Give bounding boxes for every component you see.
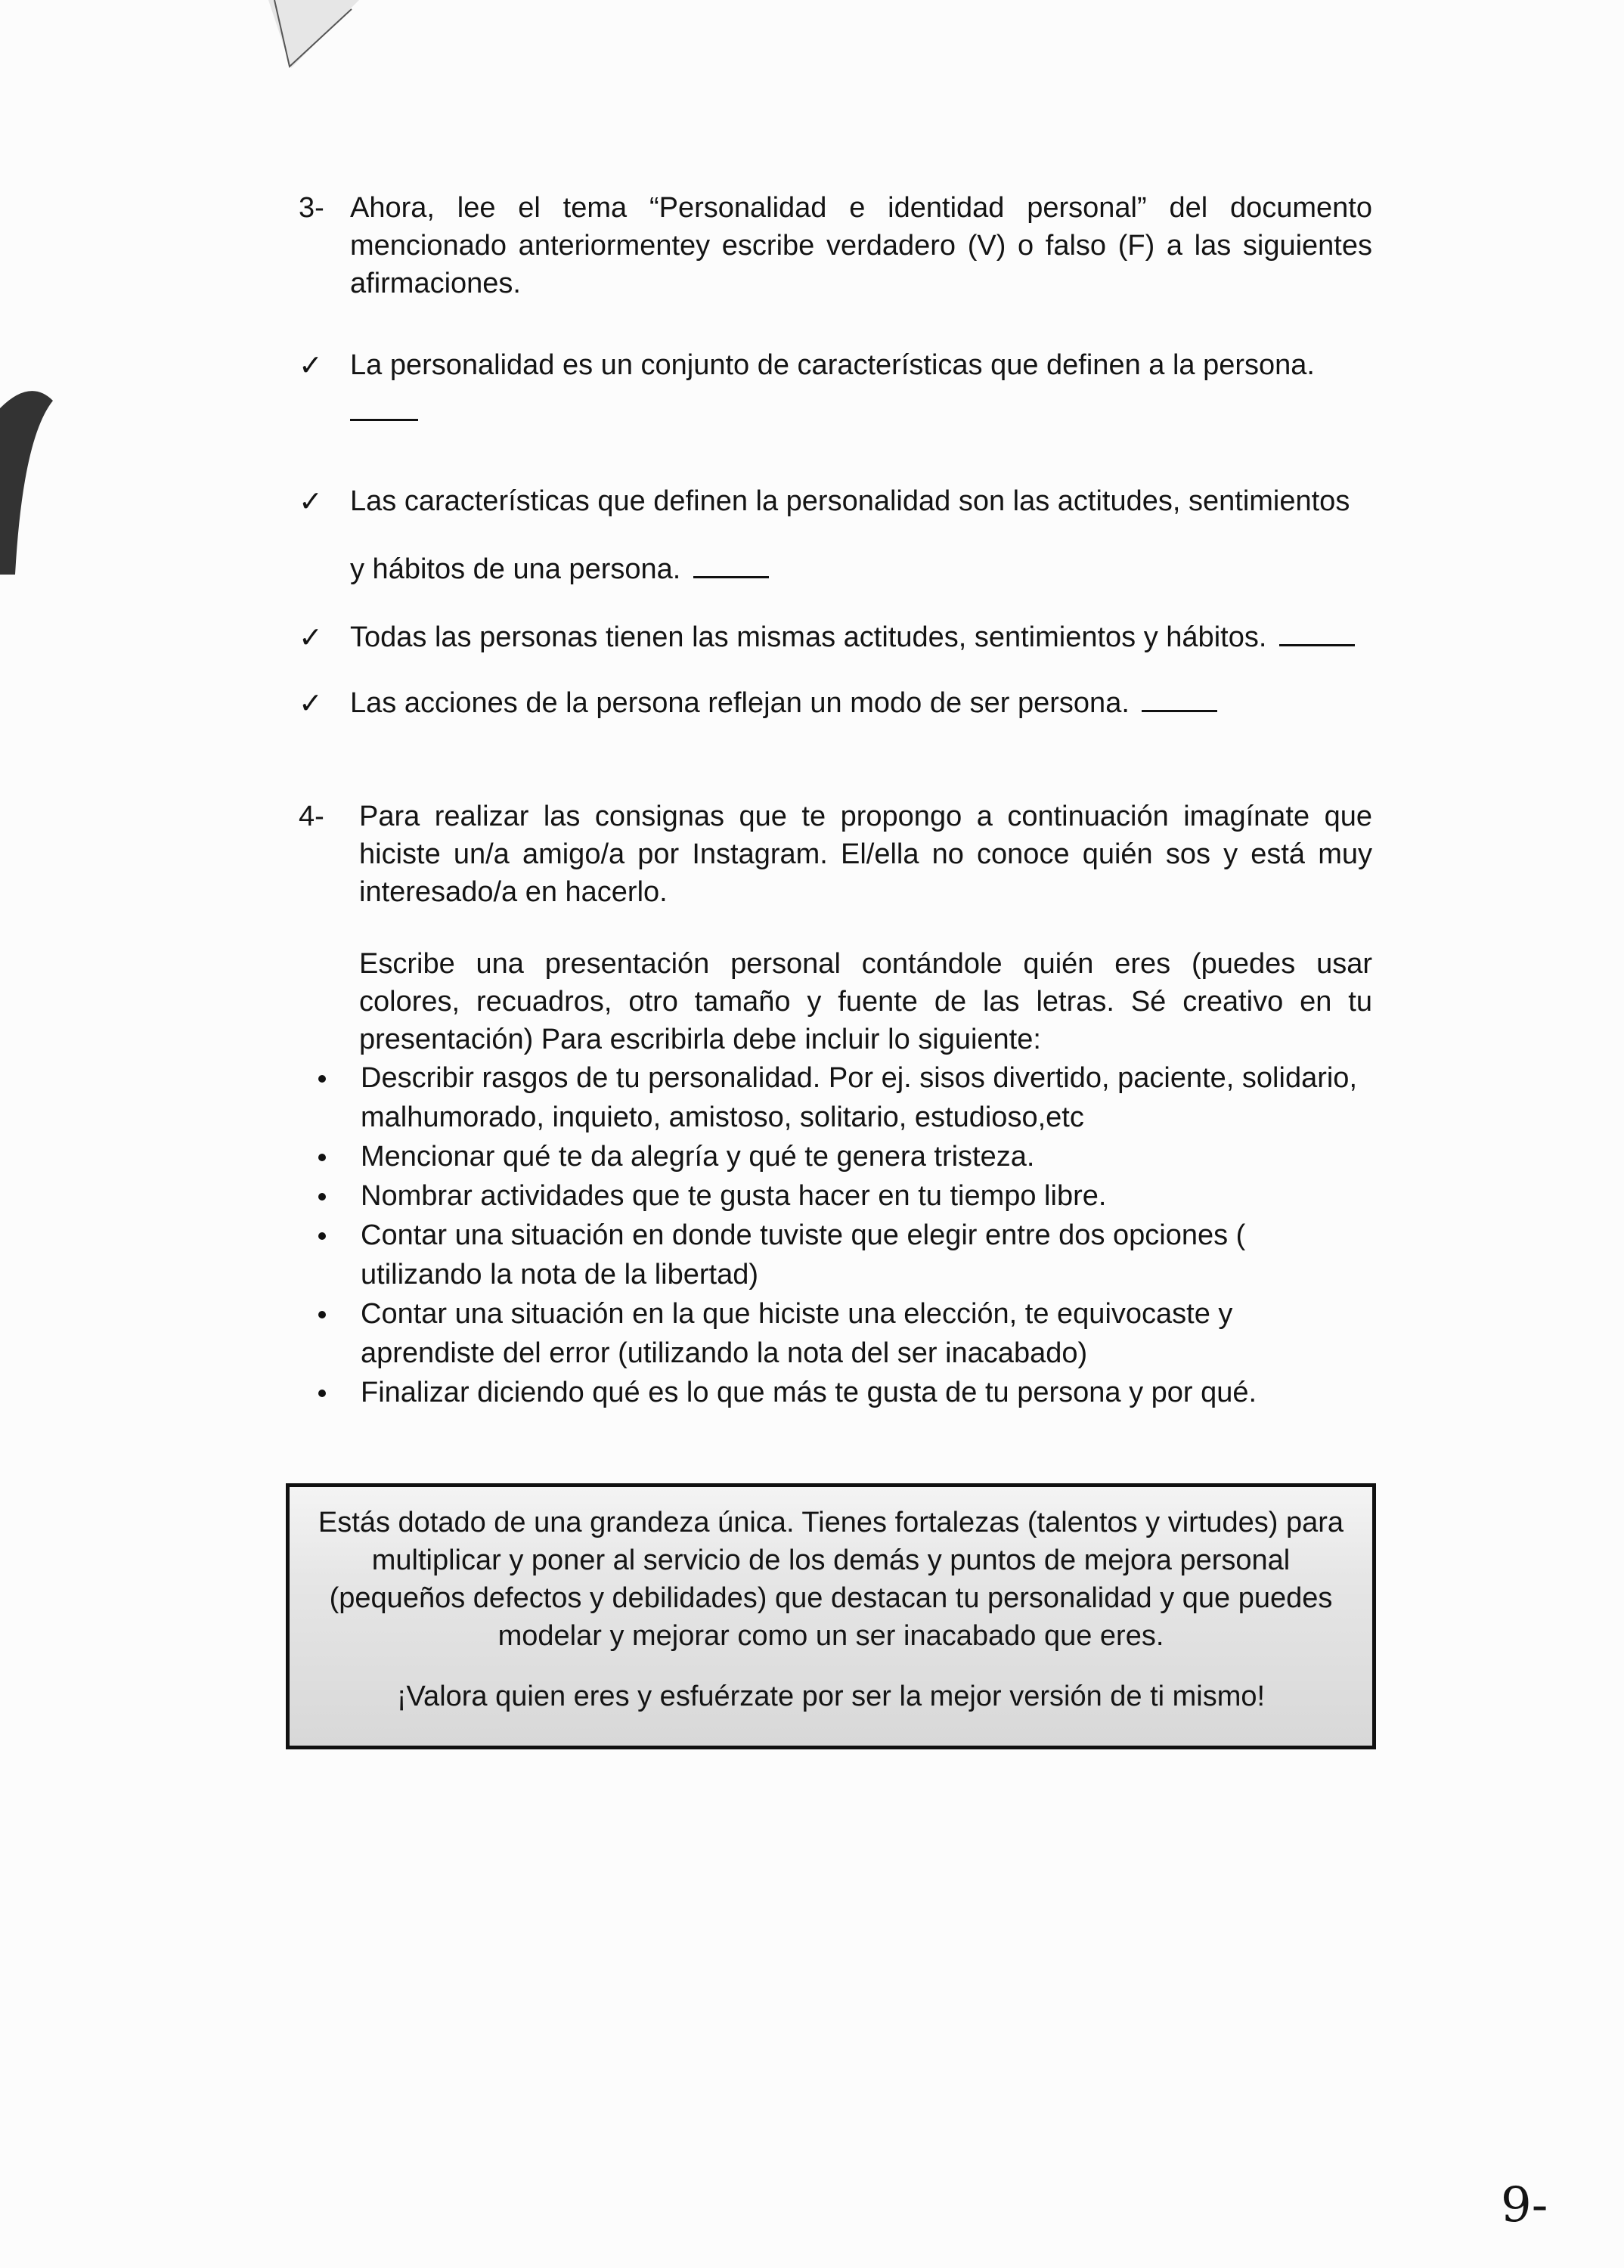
answer-blank-4[interactable] [1142, 687, 1217, 712]
list-item: Describir rasgos de tu personalidad. Por ej. sisos divertido, paciente, solidario, malhumorado, inquieto, amistoso, solitario, estudioso,etc [299, 1058, 1372, 1137]
bullet-icon [318, 1154, 326, 1161]
requirements-list [299, 1058, 1372, 1412]
question-4-instructions: Escribe una presentación personal contándole quién eres (puedes usar colores, recuadros, otro tamaño y fuente de las letras. Sé creativo en tu presentación) Para escribirla debe incluir lo siguiente: [359, 948, 1372, 1055]
question-3-number: 3- [299, 192, 324, 224]
check-icon: ✓ [299, 349, 323, 382]
statement-2-line-2: y hábitos de una persona. [350, 553, 681, 585]
list-item: Nombrar actividades que te gusta hacer en tu tiempo libre. [299, 1176, 1372, 1216]
folded-corner-icon [268, 0, 359, 68]
statement-2-line-1: Las características que definen la personalidad son las actitudes, sentimientos [350, 485, 1350, 517]
check-icon: ✓ [299, 686, 323, 720]
bullet-icon [318, 1390, 326, 1397]
check-icon: ✓ [299, 621, 323, 654]
list-item: Contar una situación en la que hiciste una elección, te equivocaste y aprendiste del error (utilizando la nota del ser inacabado) [299, 1294, 1372, 1373]
statement-2 [299, 482, 1372, 588]
statement-3-text: Todas las personas tienen las mismas actitudes, sentimientos y hábitos. [350, 621, 1267, 653]
question-4-instructions-block [299, 945, 1372, 1058]
bullet-icon [318, 1232, 326, 1240]
question-3 [299, 189, 1372, 302]
motto-text: Estás dotado de una grandeza única. Tienes fortalezas (talentos y virtudes) para multiplicar y poner al servicio de los demás y puntos de mejora personal (pequeños defectos y debilidades) que destacan tu personalidad y que puedes modelar y mejorar como un ser inacabado que eres. [318, 1507, 1344, 1652]
page-edge-shadow [0, 378, 60, 575]
question-4-intro: Para realizar las consignas que te propongo a continuación imagínate que hiciste un/a amigo/a por Instagram. El/ella no conoce quién sos y está muy interesado/a en hacerlo. [359, 801, 1372, 908]
question-4 [299, 798, 1372, 911]
bullet-icon [318, 1193, 326, 1201]
list-item: Mencionar qué te da alegría y qué te genera tristeza. [299, 1137, 1372, 1176]
question-3-text: Ahora, lee el tema “Personalidad e identidad personal” del documento mencionado anteriormentey escribe verdadero (V) o falso (F) a las siguientes afirmaciones. [350, 192, 1372, 299]
motto-closing: ¡Valora quien eres y esfuérzate por ser la mejor versión de ti mismo! [396, 1681, 1266, 1712]
list-item: Contar una situación en donde tuviste que elegir entre dos opciones ( utilizando la nota de la libertad) [299, 1216, 1372, 1294]
statement-4 [299, 684, 1372, 722]
answer-blank-2[interactable] [693, 553, 769, 578]
answer-blank-1[interactable] [350, 404, 418, 421]
bullet-icon [318, 1311, 326, 1318]
statement-3 [299, 618, 1372, 656]
bullet-icon [318, 1075, 326, 1083]
statement-1 [299, 346, 1372, 421]
list-item: Finalizar diciendo qué es lo que más te gusta de tu persona y por qué. [299, 1373, 1372, 1412]
statement-1-text: La personalidad es un conjunto de características que definen a la persona. [350, 349, 1315, 381]
answer-blank-3[interactable] [1279, 621, 1355, 646]
motto-box [286, 1483, 1376, 1749]
statement-4-text: Las acciones de la persona reflejan un modo de ser persona. [350, 687, 1130, 719]
question-4-number: 4- [299, 801, 324, 832]
check-icon: ✓ [299, 485, 323, 518]
page-number: 9- [1501, 2177, 1548, 2233]
